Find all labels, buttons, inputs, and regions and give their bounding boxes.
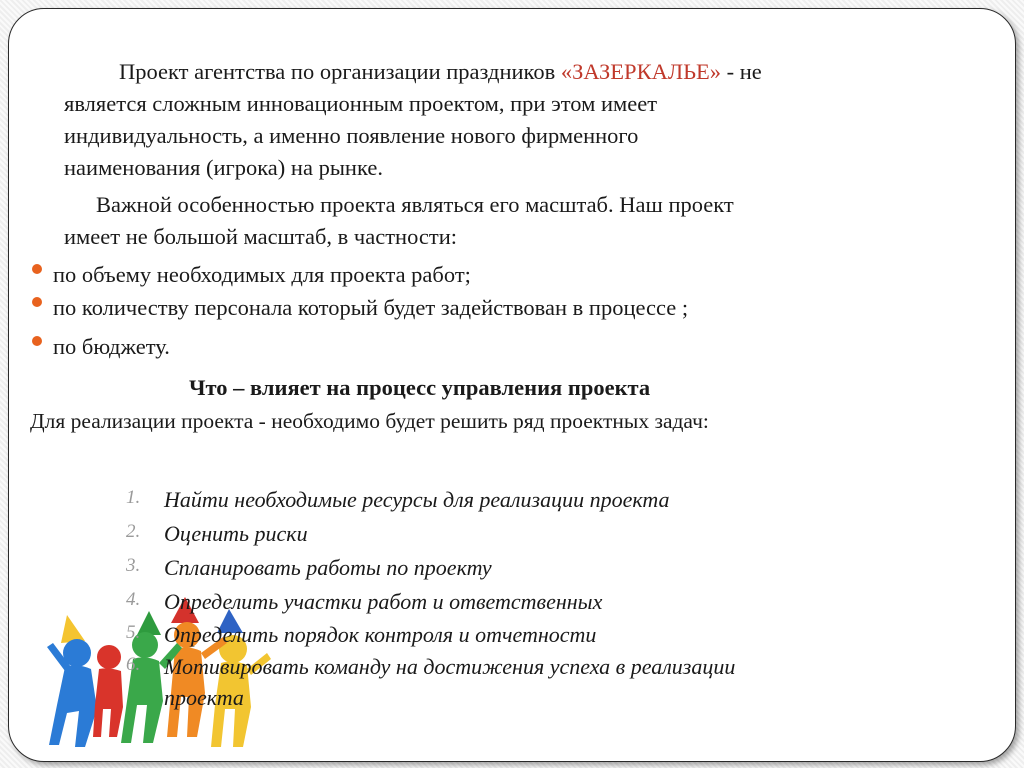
paragraph-1-line-1: [119, 56, 762, 88]
task-item-continuation: проекта: [164, 685, 244, 710]
task-number: 2.: [126, 521, 141, 542]
paragraph-1-line-3: индивидуальность, а именно появление нового фирменного: [64, 123, 639, 148]
task-number: 3.: [126, 555, 141, 576]
bullet-item: по бюджету.: [53, 334, 170, 359]
bullet-item: по количеству персонала который будет задействован в процессе ;: [53, 295, 689, 320]
task-item: Мотивировать команду на достижения успеха в реализации: [164, 654, 736, 679]
task-item: Найти необходимые ресурсы для реализации проекта: [164, 487, 670, 512]
task-number: 4.: [126, 589, 141, 610]
task-item: Определить участки работ и ответственных: [164, 589, 603, 614]
bullet-dot-icon: [32, 336, 42, 346]
paragraph-1-line-4: наименования (игрока) на рынке.: [64, 155, 383, 180]
section-heading: Что – влияет на процесс управления проекта: [189, 375, 651, 400]
paragraph-1-text-tail: - не: [721, 59, 762, 84]
bullet-dot-icon: [32, 297, 42, 307]
task-number: 6.: [126, 654, 141, 675]
tasks-intro: Для реализации проекта - необходимо будет решить ряд проектных задач:: [30, 409, 709, 433]
agency-name: «ЗАЗЕРКАЛЬЕ»: [560, 59, 721, 84]
task-number: 1.: [126, 487, 141, 508]
paragraph-2-line-1: Важной особенностью проекта являться его масштаб. Наш проект: [96, 192, 734, 217]
task-item: Определить порядок контроля и отчетности: [164, 622, 597, 647]
task-number: 5.: [126, 622, 141, 643]
bullet-item: по объему необходимых для проекта работ;: [53, 262, 471, 287]
slide-card: [8, 8, 1016, 762]
bullet-dot-icon: [32, 264, 42, 274]
task-item: Спланировать работы по проекту: [164, 555, 492, 580]
paragraph-1-line-2: является сложным инновационным проектом, при этом имеет: [64, 91, 658, 116]
paragraph-1-text: Проект агентства по организации праздников: [119, 59, 561, 84]
paragraph-2-line-2: имеет не большой масштаб, в частности:: [64, 224, 458, 249]
task-item: Оценить риски: [164, 521, 308, 546]
